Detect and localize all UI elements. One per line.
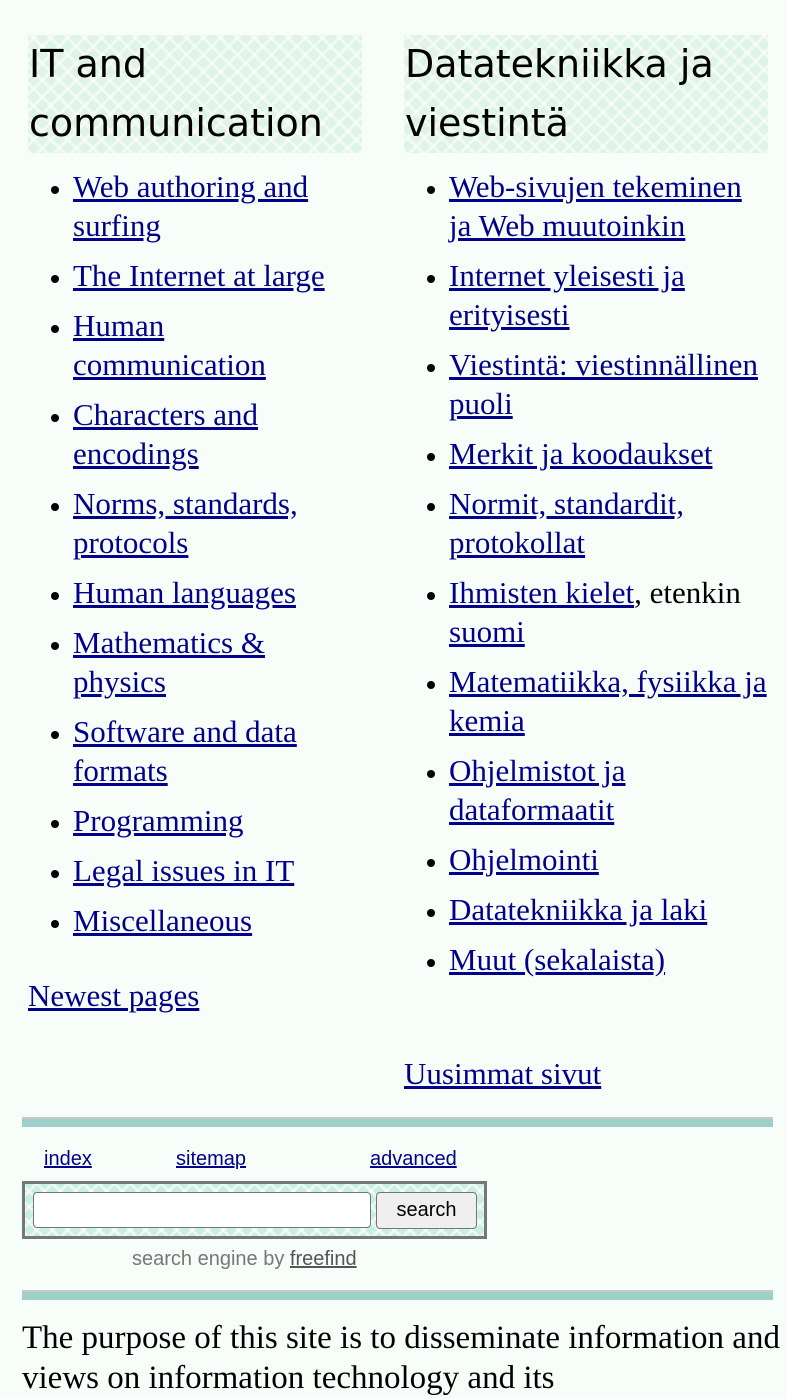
list-item — [73, 623, 362, 701]
search-input[interactable] — [33, 1192, 371, 1228]
list-item — [449, 484, 768, 562]
freefind-link[interactable]: freefind — [289, 1248, 357, 1270]
topic-link-ihmisten-kielet[interactable]: Ihmisten kielet — [449, 575, 635, 610]
topic-link-merkit[interactable]: Merkit ja koodaukset — [449, 436, 713, 471]
topic-link-characters[interactable]: Characters and encodings — [73, 397, 259, 471]
finnish-topic-list — [404, 167, 768, 979]
topic-link-norms[interactable]: Norms, standards, protocols — [73, 486, 298, 560]
topic-link-human-communication[interactable]: Human communication — [73, 308, 266, 382]
topic-link-web-sivujen[interactable]: Web-sivujen tekeminen ja Web muutoinkin — [449, 169, 742, 243]
list-item — [449, 940, 768, 979]
topic-link-programming[interactable]: Programming — [73, 803, 244, 838]
topic-link-human-languages[interactable]: Human languages — [73, 575, 296, 610]
english-topic-list — [28, 167, 362, 940]
list-item — [449, 840, 768, 879]
finnish-heading: Datatekniikka ja viestintä — [404, 35, 768, 153]
english-column — [28, 35, 362, 951]
topic-link-miscellaneous[interactable]: Miscellaneous — [73, 903, 253, 938]
list-item — [73, 712, 362, 790]
list-item — [449, 890, 768, 929]
topic-link-mathematics[interactable]: Mathematics & physics — [73, 625, 265, 699]
topic-link-normit[interactable]: Normit, standardit, protokollat — [449, 486, 685, 560]
list-item — [449, 751, 768, 829]
topic-link-legal[interactable]: Legal issues in IT — [73, 853, 295, 888]
list-item — [449, 167, 768, 245]
list-item — [449, 434, 768, 473]
purpose-paragraph: The purpose of this site is to disseminate information and views on information technology and its — [22, 1320, 780, 1396]
topic-link-web-authoring[interactable]: Web authoring and surfing — [73, 169, 309, 243]
uusimmat-sivut-link[interactable]: Uusimmat sivut — [404, 1056, 602, 1091]
english-heading: IT and communication — [28, 35, 362, 153]
list-item — [73, 256, 362, 295]
topic-link-matematiikka[interactable]: Matematiikka, fysiikka ja kemia — [449, 664, 767, 738]
list-item — [449, 256, 768, 334]
topic-link-muut[interactable]: Muut (sekalaista) — [449, 942, 666, 977]
index-link[interactable]: index — [44, 1148, 92, 1170]
list-item — [73, 484, 362, 562]
credit-text: search engine by — [132, 1248, 290, 1270]
search-engine-credit — [132, 1248, 357, 1271]
list-item — [449, 573, 768, 651]
sitemap-link[interactable]: sitemap — [176, 1148, 247, 1170]
divider-top — [22, 1117, 773, 1127]
list-item — [449, 662, 768, 740]
divider-bottom — [22, 1290, 773, 1300]
list-item — [73, 306, 362, 384]
list-item — [73, 801, 362, 840]
list-item — [73, 395, 362, 473]
search-button[interactable]: search — [376, 1192, 477, 1229]
topic-link-internet-fi[interactable]: Internet yleisesti ja erityisesti — [449, 258, 685, 332]
topic-link-viestinta[interactable]: Viestintä: viestinnällinen puoli — [449, 347, 758, 421]
topic-link-software[interactable]: Software and data formats — [73, 714, 297, 788]
topic-link-laki[interactable]: Datatekniikka ja laki — [449, 892, 708, 927]
list-item — [449, 345, 768, 423]
list-item — [73, 573, 362, 612]
topic-link-suomi[interactable]: suomi — [449, 614, 525, 649]
topic-link-internet[interactable]: The Internet at large — [73, 258, 325, 293]
topic-suffix-text: , etenkin — [634, 575, 741, 610]
list-item — [73, 167, 362, 245]
list-item — [73, 851, 362, 890]
topic-link-ohjelmistot[interactable]: Ohjelmistot ja dataformaatit — [449, 753, 626, 827]
finnish-column — [404, 35, 768, 990]
search-form — [22, 1181, 487, 1239]
advanced-search-link[interactable]: advanced — [370, 1148, 457, 1170]
list-item — [73, 901, 362, 940]
newest-pages-link[interactable]: Newest pages — [28, 978, 200, 1013]
topic-link-ohjelmointi[interactable]: Ohjelmointi — [449, 842, 599, 877]
